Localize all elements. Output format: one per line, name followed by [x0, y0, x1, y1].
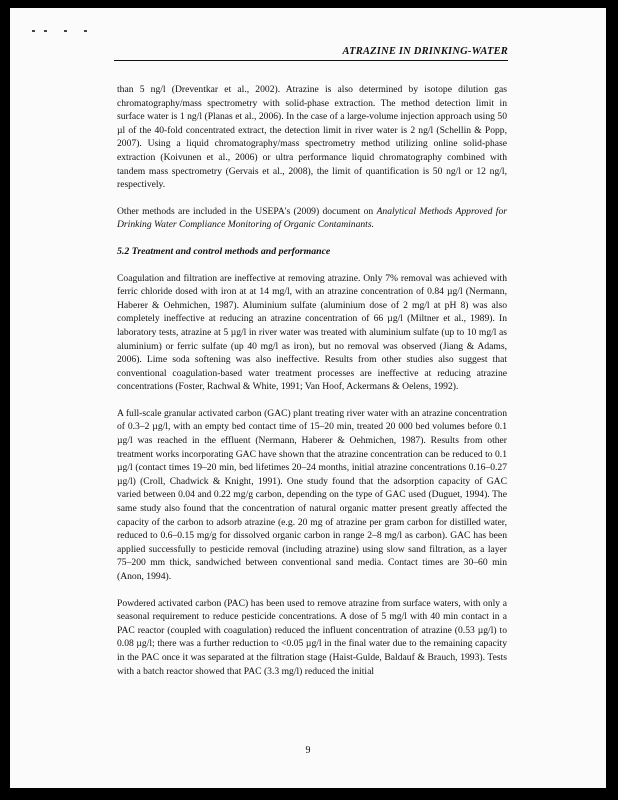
body-text [117, 83, 507, 691]
paragraph-pac: Powdered activated carbon (PAC) has been used to remove atrazine from surface waters, with only a seasonal requirement to reduce pesticide concentrations. A dose of 5 mg/l with 40 min contact in a PAC reactor (coupled with coagulation) reduced the influent concentration of atrazine (0.53 µg/l) to 0.08 µg/l; there was a further reduction to <0.05 µg/l in the final water due to the remaining capacity in the PAC once it was separated at the filtration stage (Haist-Gulde, Baldauf & Brauch, 1993). Tests with a batch reactor showed that PAC (3.3 mg/l) reduced the initial [117, 597, 507, 677]
header-rule [114, 60, 508, 61]
paragraph-coagulation: Coagulation and filtration are ineffective at removing atrazine. Only 7% removal was achieved with ferric chloride dosed with iron at at 14 mg/l, with an atrazine concentration of 0.84 µg/l (Nermann, Haberer & Oehmichen, 1987). Aluminium sulfate (aluminium dose of 2 mg/l at pH 8) was also completely ineffective at reducing an atrazine concentration of 66 µg/l (Miltner et al., 1989). In laboratory tests, atrazine at 5 µg/l in river water was treated with aluminium sulfate (up to 10 mg/l as aluminium) or ferric sulfate (up 40 mg/l as iron), but no removal was observed (Jiang & Adams, 2006). Lime soda softening was also ineffective. Results from other studies also suggest that conventional coagulation-based water treatment processes are ineffective at reducing atrazine concentrations (Foster, Rachwal & White, 1991; Van Hoof, Ackermans & Oelens, 1992). [117, 272, 507, 393]
paragraph-detection-methods: than 5 ng/l (Dreventkar et al., 2002). Atrazine is also determined by isotope dilution gas chromatography/mass spectrometry with solid-phase extraction. The method detection limit in surface water is 1 ng/l (Planas et al., 2006). In the case of a large-volume injection approach using 50 µl of the 40-fold concentrated extract, the detection limit in river water is 2 ng/l (Schellin & Popp, 2007). Using a liquid chromatography/mass spectrometry method utilizing online solid-phase extraction (Koivunen et al., 2006) or ultra performance liquid chromatography combined with tandem mass spectrometry (Gervais et al., 2008), the limit of quantification is 50 ng/l or 12 ng/l, respectively. [117, 84, 507, 191]
scan-artifact [30, 30, 90, 36]
paragraph-other-methods [117, 205, 507, 232]
section-heading: 5.2 Treatment and control methods and performance [117, 245, 331, 257]
page-number: 9 [305, 745, 311, 756]
running-header: ATRAZINE IN DRINKING-WATER [342, 46, 508, 57]
document-page [10, 8, 606, 788]
document-title-reference: Analytical Methods Approved for Drinking Water Compliance Monitoring of Organic Contaminants. [117, 205, 507, 231]
paragraph-other-methods-text: Other methods are included in the USEPA's (2009) document on [117, 205, 377, 217]
paragraph-gac: A full-scale granular activated carbon (GAC) plant treating river water with an atrazine concentration of 0.3–2 µg/l, with an empty bed contact time of 15–20 min, treated 20 000 bed volumes before 0.1 µg/l was reached in the effluent (Nermann, Haberer & Oehmichen, 1987). Results from other treatment works incorporating GAC have shown that the atrazine concentration can be reduced to 0.1 µg/l (contact times 19–20 min, bed lifetimes 20–24 months, initial atrazine concentrations 0.16–0.27 µg/l) (Croll, Chadwick & Knight, 1991). One study found that the adsorption capacity of GAC varied between 0.04 and 0.22 mg/g carbon, depending on the type of GAC used (Duguet, 1994). The same study also found that the concentration of natural organic matter present greatly affected the capacity of the carbon to adsorb atrazine (e.g. 20 mg of atrazine per gram carbon for distilled water, reduced to 0.6–0.15 mg/g for dissolved organic carbon in range 2–8 mg/l as carbon). GAC has been applied successfully to pesticide removal (including atrazine) using slow sand filtration, as a layer 75–200 mm thick, sandwiched between conventional sand media. Contact times are 30–60 min (Anon, 1994). [117, 407, 507, 582]
